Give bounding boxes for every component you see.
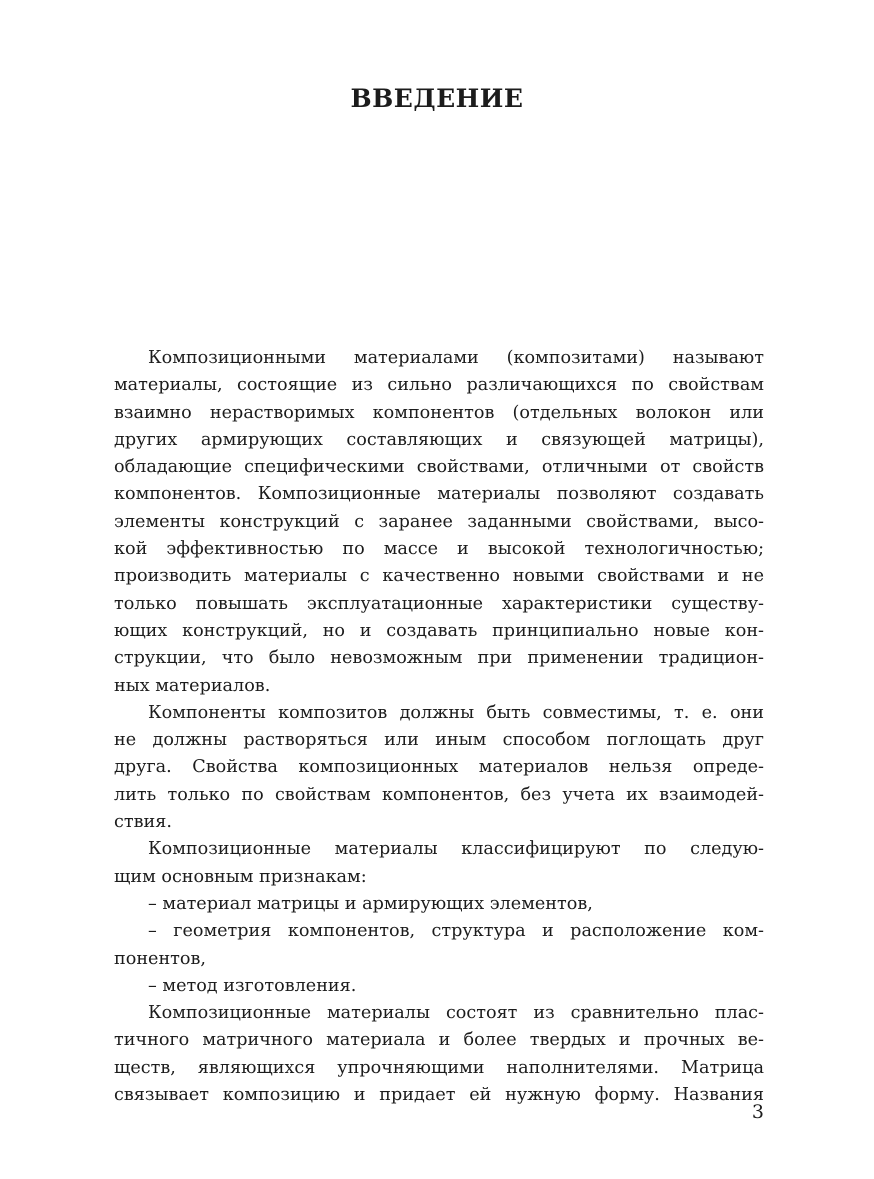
text-line: струкции, что было невозможным при применении традицион-	[114, 648, 764, 669]
text-line: Композиционные материалы состоят из сравнительно плас-	[148, 1003, 764, 1024]
text-line: обладающие специфическими свойствами, отличными от свойств	[114, 457, 764, 478]
text-line: ных материалов.	[114, 675, 271, 696]
text-line: связывает композицию и придает ей нужную форму. Названия	[114, 1085, 764, 1106]
text-line: щим основным признакам:	[114, 866, 367, 887]
text-line: Композиционные материалы классифицируют по следую-	[148, 839, 764, 860]
text-line: ществ, являющихся упрочняющими наполнителями. Матрица	[114, 1057, 764, 1078]
text-line: ствия.	[114, 812, 172, 833]
text-line: – геометрия компонентов, структура и расположение ком-	[148, 921, 764, 942]
text-line: производить материалы с качественно новыми свойствами и не	[114, 566, 764, 587]
text-line: – материал матрицы и армирующих элементов,	[148, 893, 593, 914]
body-text	[114, 345, 764, 1109]
text-line: Композиционными материалами (композитами) называют	[148, 348, 764, 368]
text-line: кой эффективностью по массе и высокой технологичностью;	[114, 539, 764, 560]
text-line: только повышать эксплуатационные характеристики существу-	[114, 593, 764, 614]
text-line: Компоненты композитов должны быть совместимы, т. е. они	[148, 702, 764, 723]
text-line: не должны растворяться или иным способом поглощать друг	[114, 730, 764, 751]
page-number: 3	[751, 1101, 764, 1123]
text-line: взаимно нерастворимых компонентов (отдельных волокон или	[114, 402, 764, 423]
text-line: других армирующих составляющих и связующей матрицы),	[114, 429, 764, 450]
text-line: компонентов. Композиционные материалы позволяют создавать	[114, 484, 764, 505]
chapter-heading: ВВЕДЕНИЕ	[350, 84, 524, 113]
text-line: друга. Свойства композиционных материалов нельзя опреде-	[114, 757, 764, 778]
text-line: материалы, состоящие из сильно различающихся по свойствам	[114, 375, 764, 396]
text-line: элементы конструкций с заранее заданными свойствами, высо-	[114, 511, 764, 532]
text-line: лить только по свойствам компонентов, без учета их взаимодей-	[114, 784, 764, 805]
text-line: – метод изготовления.	[148, 975, 357, 996]
text-line: ющих конструкций, но и создавать принципиально новые кон-	[114, 620, 764, 641]
text-line: тичного матричного материала и более твердых и прочных ве-	[114, 1030, 764, 1051]
text-line: понентов,	[114, 948, 207, 969]
